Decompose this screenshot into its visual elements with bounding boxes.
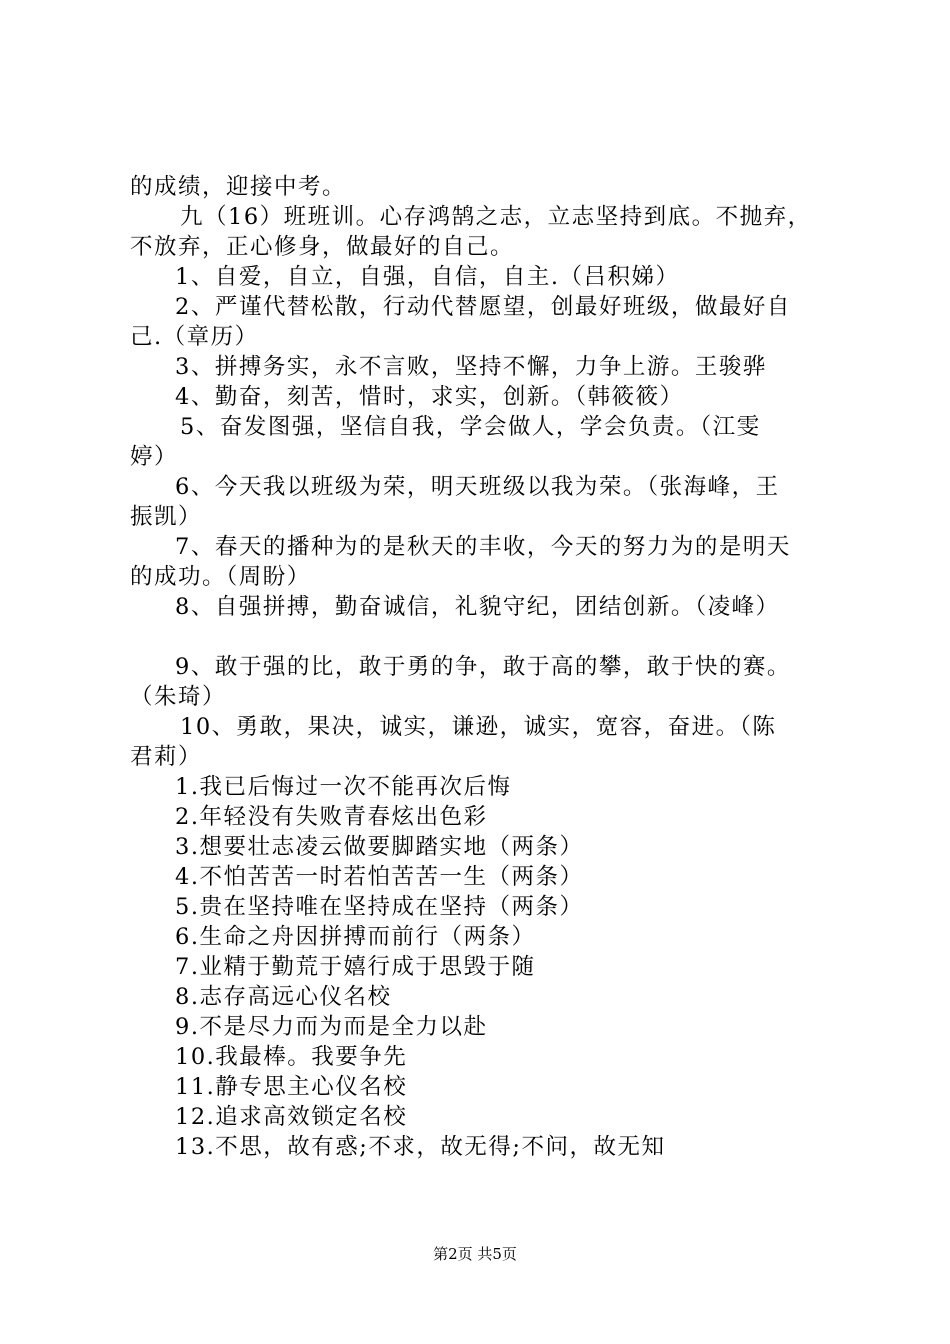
slogan-item: 2.年轻没有失败青春炫出色彩: [175, 804, 488, 830]
text-line: 己.（章历）: [130, 324, 259, 350]
class-motto-heading: 九（16）班班训。心存鸿鹄之志，立志坚持到底。不抛弃，: [180, 204, 812, 230]
slogan-item: 5.贵在坚持唯在坚持成在坚持（两条）: [175, 894, 584, 920]
motto-item: 4、勤奋，刻苦，惜时，求实，创新。（韩筱筱）: [175, 384, 684, 410]
blank-line: [130, 622, 836, 652]
slogan-item: 3.想要壮志凌云做要脚踏实地（两条）: [175, 834, 584, 860]
text-line: 君莉）: [130, 744, 203, 770]
motto-item: 5、奋发图强，坚信自我，学会做人，学会负责。（江雯: [180, 414, 761, 440]
slogan-item: 6.生命之舟因拼搏而前行（两条）: [175, 924, 536, 950]
motto-item: 8、自强拼搏，勤奋诚信，礼貌守纪，团结创新。（凌峰）: [175, 594, 780, 620]
motto-item: 9、敢于强的比，敢于勇的争，敢于高的攀，敢于快的赛。: [175, 654, 791, 680]
motto-item: 10、勇敢，果决，诚实，谦逊，诚实，宽容，奋进。（陈: [180, 714, 777, 740]
text-line: 的成功。（周盼）: [130, 564, 311, 590]
text-line: （朱琦）: [130, 684, 227, 710]
text-line: 振凯）: [130, 504, 203, 530]
slogan-item: 8.志存高远心仪名校: [175, 984, 392, 1010]
page-footer: [0, 1244, 950, 1264]
slogan-item: 13.不思，故有惑;不求，故无得;不问，故无知: [175, 1134, 666, 1160]
slogan-item: 12.追求高效锁定名校: [175, 1104, 408, 1130]
motto-item: 1、自爱，自立，自强，自信，自主.（吕积娣）: [175, 264, 680, 290]
slogan-item: 10.我最棒。我要争先: [175, 1044, 408, 1070]
motto-item: 2、严谨代替松散，行动代替愿望，创最好班级，做最好自: [175, 294, 791, 320]
motto-item: 7、春天的播种为的是秋天的丰收，今天的努力为的是明天: [175, 534, 791, 560]
motto-item: 6、今天我以班级为荣，明天班级以我为荣。（张海峰，王: [175, 474, 780, 500]
slogan-item: 7.业精于勤荒于嬉行成于思毁于随: [175, 954, 536, 980]
motto-item: 3、拼搏务实，永不言败，坚持不懈，力争上游。王骏骅: [175, 354, 767, 380]
document-body: [130, 172, 836, 1162]
page-number-label: 第2页 共5页: [433, 1245, 517, 1263]
text-line: 的成绩，迎接中考。: [130, 174, 347, 200]
text-line: 婷）: [130, 444, 179, 470]
slogan-item: 1.我已后悔过一次不能再次后悔: [175, 774, 512, 800]
slogan-item: 9.不是尽力而为而是全力以赴: [175, 1014, 488, 1040]
slogan-item: 11.静专思主心仪名校: [175, 1074, 408, 1100]
text-line: 不放弃，正心修身，做最好的自己。: [130, 234, 515, 260]
slogan-item: 4.不怕苦苦一时若怕苦苦一生（两条）: [175, 864, 584, 890]
